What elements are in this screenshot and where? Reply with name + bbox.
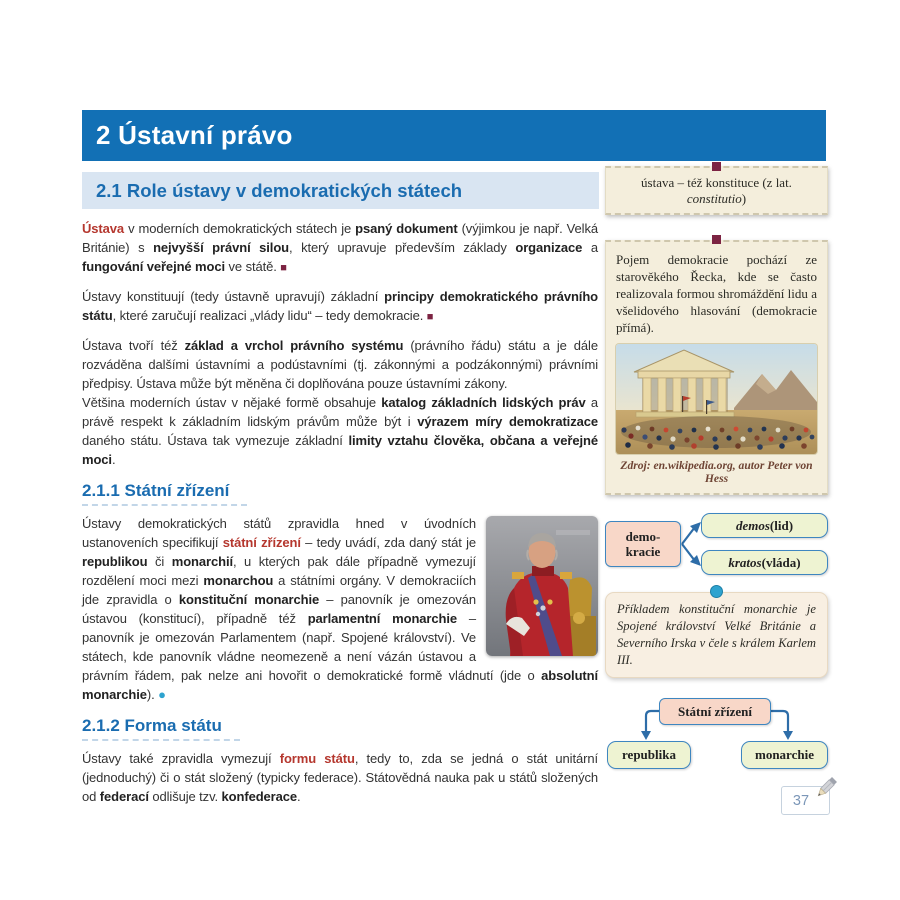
paragraph-statni-zrizeni xyxy=(82,514,598,704)
diagram-node-demokracie: demo- kracie xyxy=(605,521,681,567)
statni-zrizeni-diagram xyxy=(605,698,828,770)
diagram-node-republika: republika xyxy=(607,741,691,769)
subsection-heading-forma-statu: 2.1.2 Forma státu xyxy=(82,716,598,741)
paragraph-zaklad-vrchol: Ústava tvoří též základ a vrchol právního systému (právního řádu) státu a je dále rozváděna dalšími ústavními a podústavními (tj. zákonnými a podzákonnými) právními předpisy. Ústava může být měněna či doplňována pouze ústavními zákony. xyxy=(82,338,598,391)
paragraph-forma-statu: Ústavy také zpravidla vymezují formu státu, tedy to, zda se jedná o stát unitární (jednoduchý) či o stát složený (typicky federace). Státovědná nauka pak u států složených od federací odlišuje tzv. konfederace. xyxy=(82,751,598,804)
note-demokracie-text: Pojem demokracie pochází ze starověkého Řecka, kde se často realizovala formou shromáždění lidu a všelidového hlasování (demokracie přímá). xyxy=(616,252,817,335)
sidebar xyxy=(605,162,828,770)
greek-assembly-illustration xyxy=(616,344,817,454)
pencil-icon xyxy=(812,774,840,807)
main-text-column xyxy=(82,219,598,815)
painting-source-caption: Zdroj: en.wikipedia.org, autor Peter von Hess xyxy=(620,459,813,485)
section-title: 2.1 Role ústavy v demokratických státech xyxy=(96,179,463,201)
diagram-node-kratos: kratos (vláda) xyxy=(701,550,828,575)
paragraph-statni-zrizeni-text: Ústavy demokratických států zpravidla hned v úvodních ustanoveních specifikují státní zřízení – tedy uvádí, zda daný stát je republikou či monarchií, u kterých pak dále případně vymezují rozdělení moci mezi monarchou a státními orgány. V demokraciích jde zpravidla o konstituční monarchie – panovník je omezován ústavou (konstitucí), případně též parlamentní monarchie – panovník je omezován Parlamentem (např. Spojené království). Ve státech, kde panovník vládne neomezeně a není vázán ústavou a právním řádem, pak nelze ani hovořit o demokratické formě vládnutí (jde o absolutní monarchie). ● xyxy=(82,516,598,702)
paragraph-ustava-dokument: Ústava v moderních demokratických státech je psaný dokument (výjimkou je např. Velká Británie) s nejvyšší právní silou, který upravuje především základy organizace a fungování veřejné moci ve státě. ■ xyxy=(82,221,598,274)
maroon-pin-icon xyxy=(712,235,721,244)
blue-bullet-icon xyxy=(710,585,723,598)
margin-note-monarchie: Příkladem konstituční monarchie je Spojené království Velké Británie a Severního Irska v čele s králem Karlem III. xyxy=(605,592,828,678)
section-band xyxy=(82,172,599,209)
king-charles-portrait-illustration xyxy=(486,516,598,656)
chapter-banner xyxy=(82,110,826,161)
subsection-heading-statni-zrizeni: 2.1.1 Státní zřízení xyxy=(82,481,598,506)
paragraph-katalog-prav: Většina moderních ústav v nějaké formě obsahuje katalog základních lidských práv a právě respekt k základním lidským právům může být i výrazem míry demokratizace daného státu. Ústava tak vymezuje základní limity vztahu člověka, občana a veřejné moci. xyxy=(82,395,598,467)
page-number-box xyxy=(781,786,830,815)
paragraph-principy: Ústavy konstituují (tedy ústavně upravují) základní principy demokratického právního státu, které zaručují realizaci „vlády lidu“ – tedy demokracie. ■ xyxy=(82,289,599,323)
portrait-king-charles-iii xyxy=(486,516,598,656)
diagram-node-statni-zrizeni: Státní zřízení xyxy=(659,698,771,725)
page-number: 37 xyxy=(792,792,810,809)
diagram-node-demos: demos (lid) xyxy=(701,513,828,538)
margin-note-demokracie xyxy=(605,240,828,495)
maroon-pin-icon xyxy=(712,162,721,171)
demokracie-diagram xyxy=(605,513,828,575)
greek-assembly-painting xyxy=(616,344,817,454)
margin-note-constitutio: ústava – též konstituce (z lat. constitutio) xyxy=(605,166,828,215)
diagram-node-monarchie: monarchie xyxy=(741,741,828,769)
chapter-title: 2 Ústavní právo xyxy=(96,120,293,150)
